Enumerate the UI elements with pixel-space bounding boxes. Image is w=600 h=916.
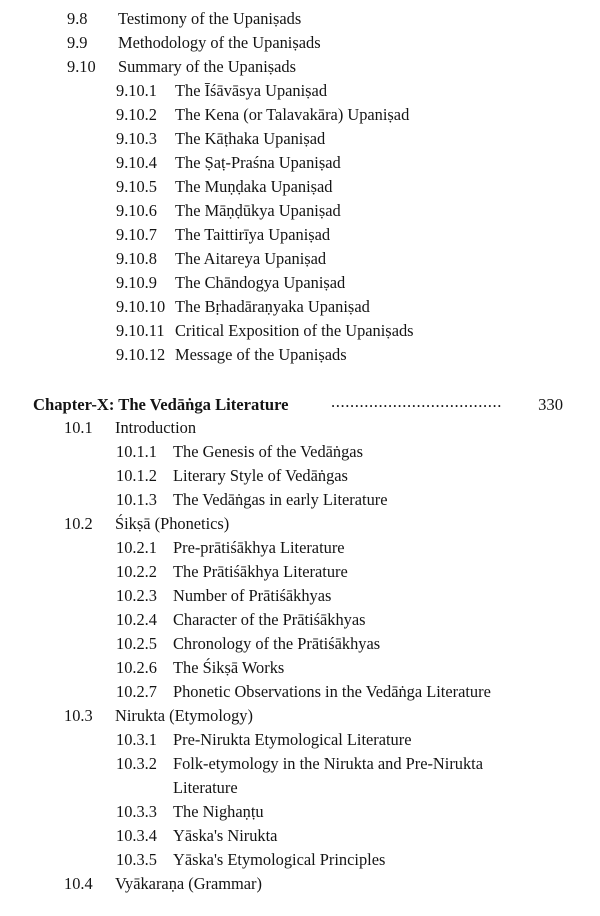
entry-number: 9.10: [67, 57, 96, 76]
section-number: 10.2: [64, 514, 93, 533]
subsection-title: Literary Style of Vedāṅgas: [173, 466, 348, 485]
subentry-title: The Kāṭhaka Upaniṣad: [175, 129, 326, 148]
subentry-number: 9.10.10: [116, 297, 166, 316]
subentry-number: 9.10.3: [116, 129, 157, 148]
subsection-title: Chronology of the Prātiśākhyas: [173, 634, 381, 653]
subsection-number: 10.3.1: [116, 730, 157, 749]
subentry-title: The Īśāvāsya Upaniṣad: [175, 81, 328, 100]
subentry-title: The Māṇḍūkya Upaniṣad: [175, 201, 341, 220]
subsection-number: 10.1.1: [116, 442, 157, 461]
entry-title: Summary of the Upaniṣads: [118, 57, 296, 76]
subentry-number: 9.10.8: [116, 249, 157, 268]
section-number: 10.3: [64, 706, 93, 725]
subsection-number: 10.1.3: [116, 490, 157, 509]
subsection-title: Yāska's Nirukta: [173, 826, 278, 845]
subentry-title: The Aitareya Upaniṣad: [175, 249, 327, 268]
subentry-title: The Muṇḍaka Upaniṣad: [175, 177, 333, 196]
subsection-title: The Vedāṅgas in early Literature: [173, 490, 388, 509]
subentry-title: The Taittirīya Upaniṣad: [175, 225, 331, 244]
subentry-number: 9.10.7: [116, 225, 157, 244]
section-title: Śikṣā (Phonetics): [115, 514, 230, 533]
section-title: Nirukta (Etymology): [115, 706, 253, 725]
chapter-heading: [33, 394, 563, 416]
subsection-number: 10.3.4: [116, 826, 157, 845]
subsection-title: Pre-prātiśākhya Literature: [173, 538, 345, 557]
subsection-title: The Śikṣā Works: [173, 658, 285, 677]
subentry-title: Critical Exposition of the Upaniṣads: [175, 321, 414, 340]
section-title: Vyākaraṇa (Grammar): [115, 874, 262, 893]
subsection-number: 10.2.1: [116, 538, 157, 557]
subentry-number: 9.10.4: [116, 153, 157, 172]
subsection-number: 10.3.5: [116, 850, 157, 869]
subsection-title: Pre-Nirukta Etymological Literature: [173, 730, 412, 749]
entry-number: 9.8: [67, 9, 88, 28]
chapter-title: Chapter-X: The Vedāṅga Literature: [33, 395, 289, 414]
subentry-number: 9.10.11: [116, 321, 165, 340]
subsection-title: The Nighaṇṭu: [173, 802, 264, 821]
entry-number: 9.9: [67, 33, 88, 52]
chapter-page-number: 330: [538, 395, 563, 414]
subentry-number: 9.10.5: [116, 177, 157, 196]
entry-title: Methodology of the Upaniṣads: [118, 33, 321, 52]
subentry-title: The Bṛhadāraṇyaka Upaniṣad: [175, 297, 370, 316]
section-number: 10.4: [64, 874, 93, 893]
subsection-title: Character of the Prātiśākhyas: [173, 610, 366, 629]
subentry-title: The Kena (or Talavakāra) Upaniṣad: [175, 105, 410, 124]
subentry-number: 9.10.9: [116, 273, 157, 292]
subentry-number: 9.10.12: [116, 345, 166, 364]
subentry-title: The Ṣaṭ-Praśna Upaniṣad: [175, 153, 341, 172]
subentry-number: 9.10.1: [116, 81, 157, 100]
subsection-number: 10.2.5: [116, 634, 157, 653]
subsection-number: 10.3.2: [116, 754, 157, 773]
subentry-number: 9.10.2: [116, 105, 157, 124]
subsection-number: 10.2.4: [116, 610, 157, 629]
subsection-number: 10.2.6: [116, 658, 157, 677]
dot-leader: ....................................: [331, 392, 502, 411]
subsection-title: Folk-etymology in the Nirukta and Pre-Nirukta: [173, 754, 483, 773]
subsection-number: 10.2.3: [116, 586, 157, 605]
subentry-title: The Chāndogya Upaniṣad: [175, 273, 346, 292]
subsection-number: 10.3.3: [116, 802, 157, 821]
subsection-title: The Genesis of the Vedāṅgas: [173, 442, 363, 461]
subsection-title: Phonetic Observations in the Vedāṅga Literature: [173, 682, 491, 701]
subsection-title-continuation: Literature: [173, 778, 238, 797]
entry-title: Testimony of the Upaniṣads: [118, 9, 302, 28]
subsection-title: Yāska's Etymological Principles: [173, 850, 386, 869]
subsection-title: The Prātiśākhya Literature: [173, 562, 348, 581]
subsection-number: 10.2.7: [116, 682, 157, 701]
subsection-number: 10.1.2: [116, 466, 157, 485]
section-title: Introduction: [115, 418, 197, 437]
subsection-number: 10.2.2: [116, 562, 157, 581]
subsection-title: Number of Prātiśākhyas: [173, 586, 332, 605]
subentry-number: 9.10.6: [116, 201, 157, 220]
section-number: 10.1: [64, 418, 93, 437]
subentry-title: Message of the Upaniṣads: [175, 345, 347, 364]
